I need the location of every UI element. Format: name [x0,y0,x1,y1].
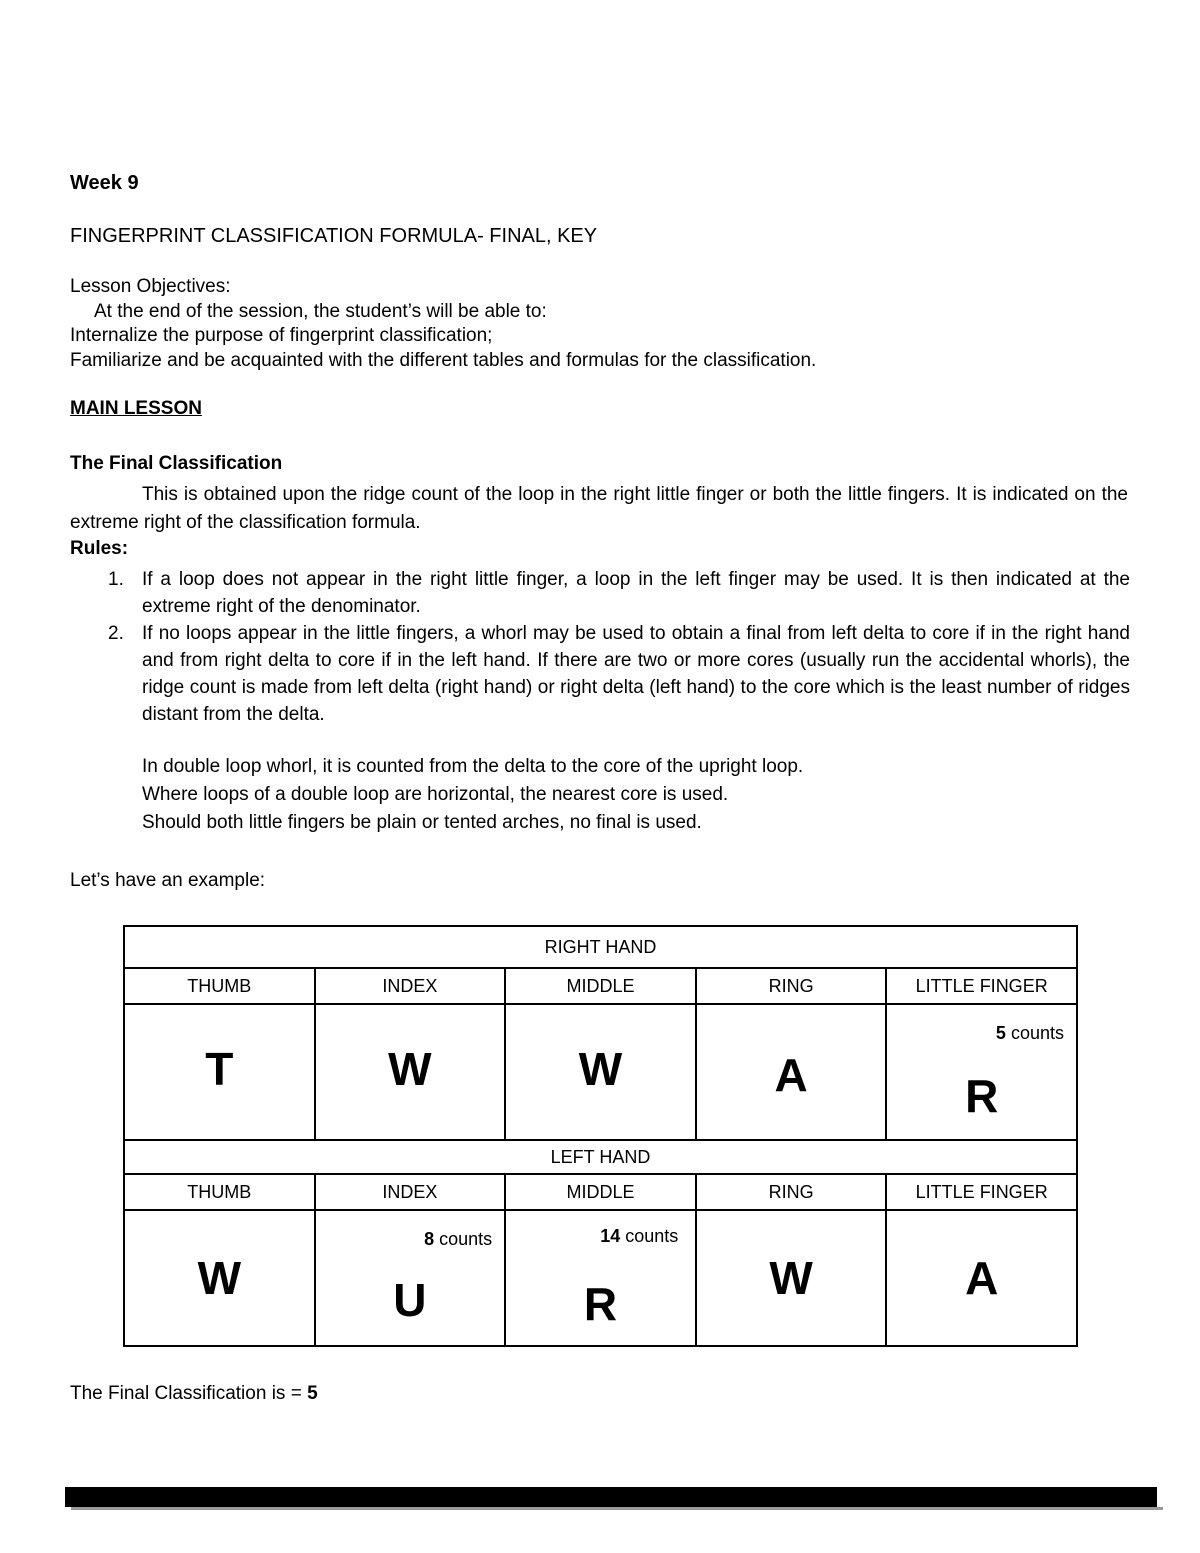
rule-number: 1. [108,569,124,590]
ridge-count: 14 counts [600,1226,679,1246]
left-middle-cell [505,1210,696,1346]
pattern-letter: T [205,1043,234,1095]
rule-note: Where loops of a double loop are horizontal, the nearest core is used. [142,784,729,805]
footer-bar-shadow [71,1507,1163,1510]
pattern-letter: W [388,1043,432,1095]
left-index-cell [315,1210,506,1346]
finger-label-middle: MIDDLE [505,968,696,1004]
right-ring-cell [696,1004,887,1140]
right-thumb-cell [124,1004,315,1140]
rule-note: In double loop whorl, it is counted from the delta to the core of the upright loop. [142,756,804,777]
rule-item [108,620,1130,728]
left-little-cell [886,1210,1077,1346]
finger-label-ring: RING [696,1174,887,1210]
pattern-letter: R [583,1278,618,1330]
document-title: FINGERPRINT CLASSIFICATION FORMULA- FINAL, KEY [70,225,598,247]
pattern-letter: A [774,1049,808,1101]
example-intro: Let’s have an example: [70,870,266,891]
left-hand-header: LEFT HAND [124,1140,1077,1174]
finger-label-index: INDEX [315,1174,506,1210]
rule-text: If a loop does not appear in the right little finger, a loop in the left finger may be used. It is then indicated at the extreme right of the denominator. [142,569,1130,617]
pattern-letter: R [965,1070,999,1122]
fingerprint-table [123,925,1078,1347]
final-classification-intro [70,481,1128,537]
right-middle-cell [505,1004,696,1140]
final-result-label: The Final Classification is = [70,1383,302,1404]
final-result-value: 5 [307,1383,318,1404]
pattern-letter: W [578,1043,623,1095]
pattern-letter: W [769,1252,813,1304]
intro-text: This is obtained upon the ridge count of the loop in the right little finger or both the little fingers. It is indicated on the extreme right of the classification formula. [70,484,1128,533]
ridge-count: 5 counts [995,1023,1064,1043]
rule-text: If no loops appear in the little fingers, a whorl may be used to obtain a final from left delta to core if in the right hand and from right delta to core if in the left hand. If there are two or more cores (usually run the accidental whorls), the ridge count is made from left delta (right hand) or right delta (left hand) to the core which is the least number of ridges distant from the delta. [142,623,1130,725]
left-thumb-cell [124,1210,315,1346]
objective-item: Internalize the purpose of fingerprint classification; [70,325,493,346]
footer-bar [65,1487,1157,1507]
finger-label-index: INDEX [315,968,506,1004]
finger-label-middle: MIDDLE [505,1174,696,1210]
final-classification-heading: The Final Classification [70,453,283,474]
rule-note: Should both little fingers be plain or tented arches, no final is used. [142,812,702,833]
rule-item [108,566,1130,620]
finger-label-little: LITTLE FINGER [886,1174,1077,1210]
week-label: Week 9 [70,172,139,194]
rule-number: 2. [108,623,124,644]
finger-label-ring: RING [696,968,887,1004]
objectives-intro: At the end of the session, the student’s will be able to: [94,301,547,322]
pattern-letter: A [965,1252,999,1304]
right-index-cell [315,1004,506,1140]
rules-heading: Rules: [70,538,129,559]
ridge-count: 8 counts [424,1229,493,1249]
pattern-letter: U [393,1274,427,1326]
finger-label-thumb: THUMB [124,968,315,1004]
right-little-cell [886,1004,1077,1140]
finger-label-thumb: THUMB [124,1174,315,1210]
right-hand-header: RIGHT HAND [124,926,1077,968]
main-lesson-heading: MAIN LESSON [70,398,202,419]
pattern-letter: W [197,1252,241,1304]
objective-item: Familiarize and be acquainted with the different tables and formulas for the classification. [70,350,817,371]
left-ring-cell [696,1210,887,1346]
objectives-heading: Lesson Objectives: [70,276,231,297]
finger-label-little: LITTLE FINGER [886,968,1077,1004]
final-classification-result [70,1383,318,1405]
